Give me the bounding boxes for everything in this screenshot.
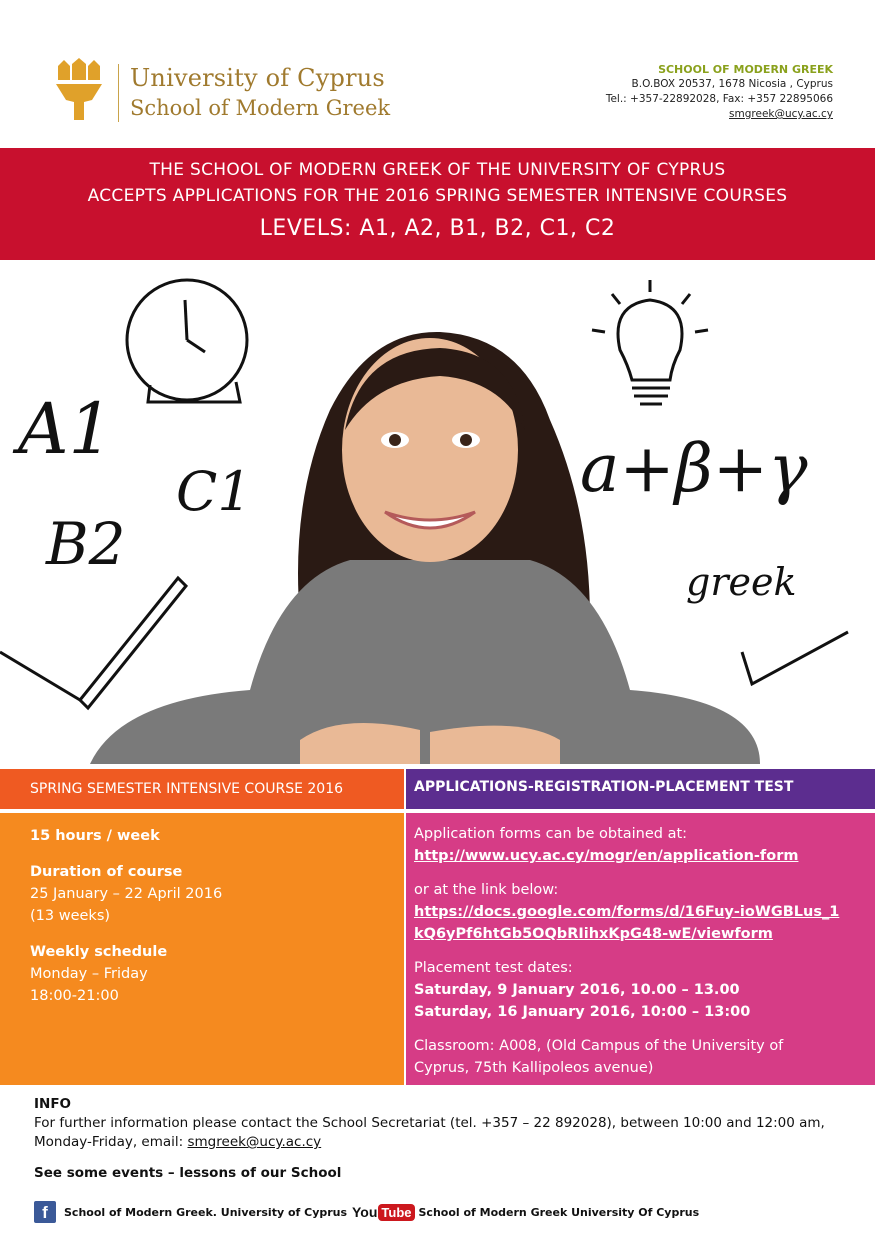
- applications-heading: APPLICATIONS-REGISTRATION-PLACEMENT TEST: [406, 769, 875, 809]
- banner-line-1: THE SCHOOL OF MODERN GREEK OF THE UNIVERSITY OF CYPRUS: [149, 160, 726, 180]
- doodle-alpha-beta-gamma: a+β+γ: [580, 430, 808, 507]
- logo-separator: [118, 64, 119, 122]
- page-header: [0, 0, 875, 148]
- info-text-line-2: [34, 1133, 844, 1152]
- test-date-2: Saturday, 16 January 2016, 10:00 – 13:00: [414, 1004, 751, 1020]
- course-hours: 15 hours / week: [30, 828, 160, 844]
- contact-school: SCHOOL OF MODERN GREEK: [658, 63, 833, 76]
- google-form-link-part-2[interactable]: kQ6yPf6htGb5OQbRIihxKpG48-wE/viewform: [414, 926, 773, 942]
- duration-label: Duration of course: [30, 864, 183, 880]
- hero-illustration: [0, 260, 875, 764]
- doodle-greek: greek: [686, 560, 797, 604]
- doodle-a1: A1: [18, 388, 114, 470]
- events-line: See some events – lessons of our School: [34, 1165, 342, 1181]
- alt-link-intro: or at the link below:: [414, 882, 559, 898]
- banner-levels: LEVELS: A1, A2, B1, B2, C1, C2: [259, 216, 616, 241]
- test-dates-intro: Placement test dates:: [414, 960, 573, 976]
- info-text-prefix: Monday-Friday, email:: [34, 1134, 188, 1150]
- contact-address: B.O.BOX 20537, 1678 Nicosia , Cyprus: [631, 78, 833, 90]
- lightbulb-doodle-icon: [592, 280, 708, 404]
- youtube-tube: Tube: [378, 1204, 414, 1221]
- contact-phone: Tel.: +357-22892028, Fax: +357 22895066: [605, 93, 833, 105]
- info-section: [34, 1095, 844, 1152]
- youtube-you: You: [352, 1204, 378, 1220]
- clock-doodle-icon: [127, 280, 247, 402]
- schedule-days: Monday – Friday: [30, 966, 148, 982]
- google-form-link-part-1[interactable]: https://docs.google.com/forms/d/16Fuy-ioWGBLus_1: [414, 904, 840, 920]
- facebook-link[interactable]: [34, 1200, 347, 1224]
- pencil-doodle-icon: [0, 578, 186, 708]
- hero-image: [0, 260, 875, 764]
- logo-title: University of Cyprus: [130, 64, 385, 92]
- course-details-panel: [0, 813, 404, 1085]
- classroom-line-1: Classroom: A008, (Old Campus of the University of: [414, 1038, 784, 1054]
- checkmark-doodle-icon: [742, 632, 848, 684]
- youtube-link[interactable]: [352, 1200, 699, 1224]
- info-text-line-1: For further information please contact the School Secretariat (tel. +357 – 22 892028), between 10:00 and 12:00 am,: [34, 1115, 825, 1131]
- university-logo-icon: [48, 58, 110, 120]
- classroom-line-2: Cyprus, 75th Kallipoleos avenue): [414, 1060, 654, 1076]
- applications-panel: [406, 813, 875, 1085]
- contact-block: [606, 62, 833, 122]
- doodle-c1: C1: [176, 460, 252, 523]
- duration-dates: 25 January – 22 April 2016: [30, 886, 223, 902]
- forms-intro: Application forms can be obtained at:: [414, 826, 688, 842]
- info-email-link[interactable]: smgreek@ucy.ac.cy: [187, 1134, 322, 1150]
- application-form-link[interactable]: http://www.ucy.ac.cy/mogr/en/application-form: [414, 848, 799, 864]
- youtube-label: School of Modern Greek University Of Cyprus: [418, 1205, 700, 1219]
- schedule-label: Weekly schedule: [30, 944, 168, 960]
- course-heading: SPRING SEMESTER INTENSIVE COURSE 2016: [0, 769, 404, 809]
- duration-weeks: (13 weeks): [30, 908, 111, 924]
- test-date-1: Saturday, 9 January 2016, 10.00 – 13.00: [414, 982, 740, 998]
- contact-email-link[interactable]: smgreek@ucy.ac.cy: [729, 108, 833, 120]
- announcement-banner: [0, 148, 875, 260]
- banner-line-2: ACCEPTS APPLICATIONS FOR THE 2016 SPRING SEMESTER INTENSIVE COURSES: [87, 186, 788, 206]
- youtube-icon: [352, 1204, 415, 1221]
- facebook-label: School of Modern Greek. University of Cyprus: [64, 1205, 348, 1219]
- logo-subtitle: School of Modern Greek: [130, 96, 391, 120]
- facebook-icon: f: [34, 1201, 56, 1223]
- schedule-time: 18:00-21:00: [30, 988, 119, 1004]
- info-title: INFO: [34, 1096, 72, 1112]
- doodle-b2: B2: [46, 510, 126, 578]
